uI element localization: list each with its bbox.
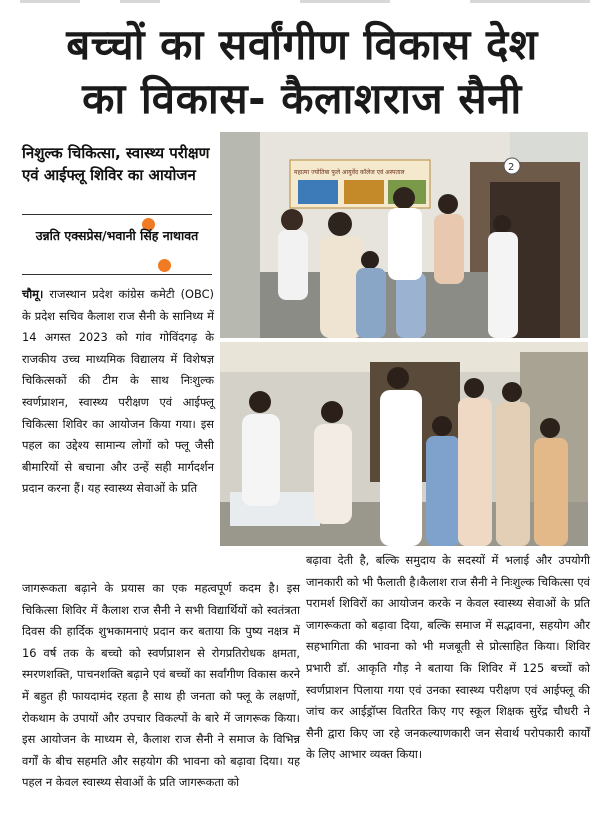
door-number: 2: [508, 162, 515, 173]
divider: [22, 274, 212, 275]
subheadline: निशुल्क चिकित्सा, स्वास्थ्य परीक्षण एवं आईफ्लू शिविर का आयोजन: [22, 144, 210, 184]
headline-line-2: का विकास- कैलाशराज सैनी: [82, 74, 522, 123]
article-text-lower: जागरूकता बढ़ाने के प्रयास का एक महत्वपूर्ण कदम है। इस चिकित्सा शिविर में कैलाश राज सैनी ने सभी विद्यार्थियों को स्वतंत्रता दिवस की हार्दिक शुभकामनाएं प्रदान कर बताया कि पुष्य नक्षत्र में 16 वर्ष तक के बच्चो को स्वर्णप्राशन से रोगप्रतिरोधक क्षमता, स्मरणशक्ति, पाचनशक्ति बढ़ाने एवं बच्चों का सर्वांगीण विकास करने में बहुत ही फायदामंद रहता है साथ ही जनता को फ्लू के लक्षणों, रोकथाम के उपायों और उपचार विकल्पों के बारे में जागरूक किया। इस आयोजन के माध्यम से, कैलाश राज सैनी ने समाज के विभिन्न वर्गों के बीच सहमति और सहयोग की भावना को बढ़ावा दिया। यह पहल न केवल स्वास्थ्य सेवाओं के प्रति जागरूकता को: [22, 581, 300, 790]
event-photo-1: [220, 132, 588, 338]
article-text-right: बढ़ावा देती है, बल्कि समुदाय के सदस्यों में भलाई और उपयोगी जानकारी को भी फैलाती है।कैलाश राज सैनी ने निःशुल्क चिकित्सा एवं परामर्श शिविरों का आयोजन करके न केवल स्वास्थ्य सेवाओं के प्रति जागरूकता को बढ़ावा दिया, बल्कि समाज में सद्भावना, सहयोग और सहभागिता की भावना को भी मजबूती से प्रोत्साहित किया। शिविर प्रभारी डॉ. आकृति गौड़ ने बताया कि शिविर में 125 बच्चों को स्वर्णप्राशन पिलाया गया एवं उनका स्वास्थ्य परीक्षण एवं आईफ्लू की जांच कर आईड्रॉप्स वितरित किए गए स्कूल शिक्षक सुरेंद्र चौधरी ने सैनी द्वारा किए जा रहे जनकल्याणकारी जन सेवार्थ परोपकारी कार्यों के लिए आभार व्यक्त किया।: [306, 553, 590, 762]
byline: उन्नति एक्सप्रेस/भवानी सिंह नाथावत: [35, 228, 199, 243]
article-text-left: राजस्थान प्रदेश कांग्रेस कमेटी (OBC) के प्रदेश सचिव कैलाश राज सैनी के सानिध्य में 14 अगस्त 2023 को गांव गोविंदगढ़ के राजकीय उच्च माध्यमिक विद्यालय में विशेषज्ञ चिकित्सकों की टीम के साथ निःशुल्क स्वर्णप्राशन, स्वास्थ्य परीक्षण एवं आईफ्लू चिकित्सा शिविर का आयोजन किया गया। इस पहल का उद्देश्य सामान्य लोगों को फ्लू जैसी बीमारियों से बचाना और उन्हें सही मार्गदर्शन प्रदान करना हैं। यह स्वास्थ्य सेवाओं के प्रति: [22, 287, 214, 496]
headline: [8, 18, 596, 126]
headline-line-1: बच्चों का सर्वांगीण विकास देश: [66, 20, 538, 69]
divider: [22, 214, 212, 215]
article-left-column: [22, 284, 214, 500]
top-rule: [0, 0, 604, 6]
orange-dot-icon: [158, 259, 171, 272]
event-photo-2: [220, 342, 588, 546]
photo-banner-text: महात्मा ज्योतिबा फुले आयुर्वेद कॉलेज एवं अस्पताल: [294, 169, 405, 176]
dateline: चौमू।: [22, 287, 44, 301]
